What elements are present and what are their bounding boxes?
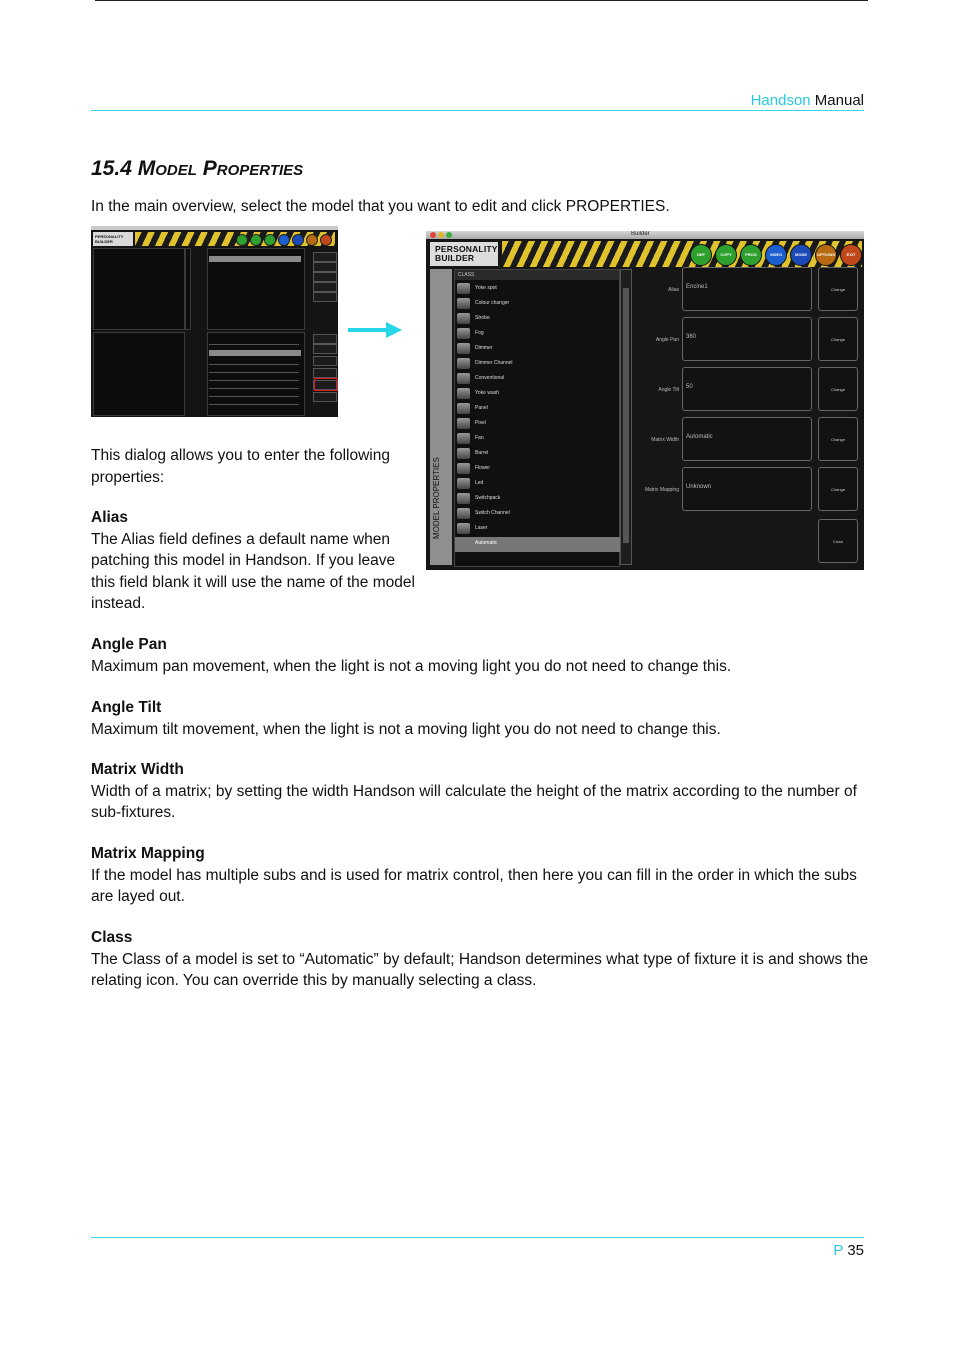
top-border <box>95 0 868 1</box>
close-window-icon <box>430 232 436 238</box>
arrow-right-icon <box>348 321 402 339</box>
fixture-class-icon <box>457 448 470 459</box>
change-button: Change <box>818 367 858 411</box>
side-button <box>313 392 337 402</box>
class-list-item <box>455 537 621 552</box>
property-section <box>91 634 871 677</box>
class-list <box>454 269 620 567</box>
property-section <box>91 507 416 615</box>
logo-line: PERSONALITY <box>435 244 498 254</box>
class-label: Barrel <box>475 450 489 456</box>
property-heading: Matrix Mapping <box>91 845 205 862</box>
class-list-item <box>455 432 621 447</box>
class-label: Colour changer <box>475 300 510 306</box>
page-number <box>833 1242 864 1259</box>
property-section <box>91 759 871 824</box>
class-label: Automatic <box>475 540 498 546</box>
property-heading: Angle Pan <box>91 636 167 653</box>
change-button: Change <box>818 467 858 511</box>
toolbar-button <box>264 234 276 246</box>
section-number: 15.4 <box>91 157 132 180</box>
toolbar-button: VIDEO <box>765 244 787 266</box>
property-heading: Matrix Width <box>91 761 184 778</box>
class-list-item <box>455 342 621 357</box>
list-row <box>209 404 299 405</box>
class-list-item <box>455 387 621 402</box>
list-row <box>209 372 299 373</box>
change-button: Change <box>818 317 858 361</box>
toolbar-button <box>278 234 290 246</box>
property-description: If the model has multiple subs and is used for matrix control, then here you can fill in the order in which the subs are layed out. <box>91 866 857 905</box>
header-title: Manual <box>814 92 864 109</box>
field-value: 50 <box>682 367 812 411</box>
class-list-item <box>455 462 621 477</box>
tab-label: MODEL PROPERTIES <box>432 457 441 539</box>
class-list-item <box>455 417 621 432</box>
zoom-window-icon <box>446 232 452 238</box>
toolbar-button <box>250 234 262 246</box>
scrollbar-thumb <box>623 288 629 543</box>
property-heading: Angle Tilt <box>91 699 162 716</box>
class-list-item <box>455 312 621 327</box>
list-row <box>209 396 299 397</box>
field-label: Angle Tilt <box>658 387 679 393</box>
fixture-class-icon <box>457 493 470 504</box>
fixture-class-icon <box>457 523 470 534</box>
section-title <box>91 157 303 181</box>
app-logo <box>430 242 498 266</box>
fixture-class-icon <box>457 403 470 414</box>
class-label: Laser <box>475 525 488 531</box>
class-label: Conventional <box>475 375 505 381</box>
field-value: Automatic <box>682 417 812 461</box>
fixture-class-icon <box>457 358 470 369</box>
class-list-item <box>455 327 621 342</box>
fixture-class-icon <box>457 298 470 309</box>
running-header <box>751 92 864 109</box>
side-button <box>313 344 337 354</box>
field-label: Matrix Width <box>651 437 679 443</box>
toolbar-button <box>292 234 304 246</box>
class-list-item <box>455 447 621 462</box>
side-button <box>313 292 337 302</box>
toolbar-button <box>320 234 332 246</box>
class-label: Fog <box>475 330 484 336</box>
change-button: Change <box>818 417 858 461</box>
class-list-item <box>455 492 621 507</box>
scrollbar <box>185 248 191 330</box>
toolbar-buttons <box>690 244 862 266</box>
title-initial: P <box>202 157 217 180</box>
header-rule <box>91 110 864 111</box>
footer-rule <box>91 1237 864 1238</box>
property-section <box>91 927 871 992</box>
toolbar-button: DEF <box>690 244 712 266</box>
class-list-item <box>455 372 621 387</box>
class-list-item <box>455 357 621 372</box>
side-button <box>313 262 337 272</box>
fixture-class-icon <box>457 343 470 354</box>
list-row <box>209 364 299 365</box>
close-button: Close <box>818 519 858 563</box>
list-row <box>209 388 299 389</box>
properties-highlight <box>314 378 338 391</box>
list-row <box>209 344 299 345</box>
toolbar-button: MODE <box>790 244 812 266</box>
toolbar-button: EXIT <box>840 244 862 266</box>
side-button <box>313 356 337 366</box>
class-label: Panel <box>475 405 488 411</box>
side-button <box>313 272 337 282</box>
title-smallcaps: ODEL <box>155 162 197 179</box>
class-label: Yoke wash <box>475 390 499 396</box>
property-description: Width of a matrix; by setting the width Handson will calculate the height of the matrix according to the number of sub-fixtures. <box>91 782 857 821</box>
toolbar-button: COPY <box>715 244 737 266</box>
class-label: Pixel <box>475 420 486 426</box>
toolbar-button: OPTIONS <box>815 244 837 266</box>
property-section <box>91 697 871 740</box>
field-value: Encine1 <box>682 267 812 311</box>
model-properties-screenshot <box>426 231 864 570</box>
property-heading: Class <box>91 929 133 946</box>
class-list-item <box>455 402 621 417</box>
class-label: Switch Channel <box>475 510 510 516</box>
property-heading: Alias <box>91 509 129 526</box>
model-properties-tab <box>430 269 452 565</box>
titlebar <box>91 226 338 230</box>
class-list-item <box>455 282 621 297</box>
field-label: Angle Pan <box>655 337 679 343</box>
main-overview-screenshot <box>91 226 338 417</box>
fixture-class-icon <box>457 373 470 384</box>
class-label: Fan <box>475 435 484 441</box>
toolbar-button <box>236 234 248 246</box>
selected-row <box>209 256 301 262</box>
fixture-class-icon <box>457 313 470 324</box>
dialog-description: This dialog allows you to enter the following properties: <box>91 447 390 486</box>
field-value: 360 <box>682 317 812 361</box>
header-brand: Handson <box>750 92 811 109</box>
side-button <box>313 368 337 378</box>
fixture-class-icon <box>457 283 470 294</box>
fixture-class-icon <box>457 508 470 519</box>
property-description: Maximum tilt movement, when the light is not a moving light you do not need to change this. <box>91 720 721 738</box>
class-list-item <box>455 522 621 537</box>
class-list-item <box>455 507 621 522</box>
class-label: Led <box>475 480 484 486</box>
fixture-class-icon <box>457 478 470 489</box>
class-label: Dimmer <box>475 345 493 351</box>
app-logo: PERSONALITY BUILDER <box>93 232 133 246</box>
class-list-item <box>455 477 621 492</box>
toolbar-button: PROG <box>740 244 762 266</box>
fixture-class-icon <box>457 388 470 399</box>
list-row <box>209 380 299 381</box>
toolbar-buttons <box>236 234 332 246</box>
title-smallcaps: ROPERTIES <box>216 162 304 179</box>
selected-model-row <box>209 350 301 356</box>
class-label: Flower <box>475 465 491 471</box>
property-description: The Class of a model is set to “Automatic” by default; Handson determines what type of fixture it is and shows the relating icon. You can override this by manually selecting a class. <box>91 950 869 989</box>
fixture-class-icon <box>457 418 470 429</box>
side-button <box>313 252 337 262</box>
class-label: Dimmer Channel <box>475 360 513 366</box>
page-prefix: P <box>833 1242 844 1259</box>
fixture-class-icon <box>457 328 470 339</box>
toolbar-button <box>306 234 318 246</box>
class-list-header: CLASS <box>455 270 619 280</box>
scrollbar <box>620 269 632 565</box>
fixture-class-icon <box>457 463 470 474</box>
class-list-item <box>455 297 621 312</box>
field-value: Unknown <box>682 467 812 511</box>
side-button <box>313 334 337 344</box>
change-button: Change <box>818 267 858 311</box>
class-label: Switchpack <box>475 495 501 501</box>
property-description: The Alias field defines a default name when patching this model in Handson. If you leave this field blank it will use the name of the model instead. <box>91 530 415 612</box>
property-section <box>91 843 871 908</box>
factory-manufacturers-panel <box>93 248 185 330</box>
field-label: Alias <box>668 287 679 293</box>
class-label: Strobe <box>475 315 490 321</box>
window-title: Builder <box>631 231 650 237</box>
factory-models-panel <box>93 332 185 416</box>
class-label: Yoke spot <box>475 285 497 291</box>
minimize-window-icon <box>438 232 444 238</box>
fixture-class-icon <box>457 433 470 444</box>
field-label: Matrix Mapping <box>644 487 679 493</box>
logo-line: BUILDER <box>435 253 475 263</box>
property-description: Maximum pan movement, when the light is not a moving light you do not need to change this. <box>91 657 732 675</box>
side-button <box>313 282 337 292</box>
title-initial: M <box>137 157 156 180</box>
intro-paragraph: In the main overview, select the model that you want to edit and click PROPERTIES. <box>91 198 670 215</box>
page-value: 35 <box>847 1242 864 1259</box>
